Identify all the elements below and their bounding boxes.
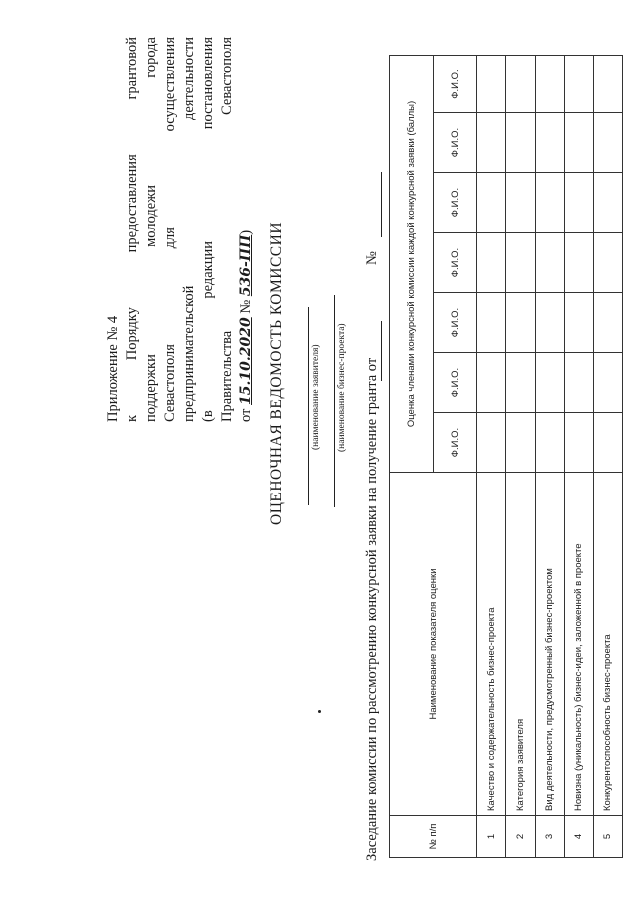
meeting-date-blank: [381, 321, 382, 381]
header-number: № п/п: [390, 816, 477, 858]
member-name-cell: Ф.И.О.: [434, 233, 477, 293]
score-cell[interactable]: [535, 233, 564, 293]
score-cell[interactable]: [593, 113, 622, 173]
score-cell[interactable]: [564, 233, 593, 293]
score-cell[interactable]: [506, 413, 535, 473]
score-cell[interactable]: [593, 413, 622, 473]
score-cell[interactable]: [506, 173, 535, 233]
row-indicator-name: Качество и содержательность бизнес-проекта: [477, 473, 506, 816]
table-header-row: [390, 56, 434, 858]
score-cell[interactable]: [506, 56, 535, 113]
table-row: [593, 56, 622, 858]
applicant-caption: (наименование заявителя): [311, 344, 321, 450]
score-cell[interactable]: [477, 56, 506, 113]
appendix-text-line: к Порядку предоставления грантовой: [124, 37, 140, 422]
row-indicator-name: Конкурентоспособность бизнес-проекта: [593, 473, 622, 816]
score-cell[interactable]: [535, 173, 564, 233]
appendix-text-line: поддержки молодежи города: [143, 37, 159, 422]
score-cell[interactable]: [535, 353, 564, 413]
table-row: [506, 56, 535, 858]
document-title: ОЦЕНОЧНАЯ ВЕДОМОСТЬ КОМИССИИ: [268, 221, 285, 525]
row-indicator-name: Новизна (уникальность) бизнес-идеи, заложенной в проекте: [564, 473, 593, 816]
appendix-text-line: предпринимательской деятельности: [181, 37, 197, 422]
score-cell[interactable]: [535, 113, 564, 173]
score-cell[interactable]: [477, 413, 506, 473]
score-cell[interactable]: [535, 413, 564, 473]
row-indicator-name: Категория заявителя: [506, 473, 535, 816]
appendix-title: Приложение № 4: [105, 315, 121, 422]
row-number: 1: [477, 816, 506, 858]
member-name-cell: Ф.И.О.: [434, 113, 477, 173]
score-cell[interactable]: [477, 113, 506, 173]
score-cell[interactable]: [593, 353, 622, 413]
score-cell[interactable]: [477, 353, 506, 413]
meeting-number-sign: №: [364, 251, 380, 265]
row-number: 2: [506, 816, 535, 858]
header-commission-scores: Оценка членами конкурсной комиссии каждой конкурсной заявки (баллы): [390, 56, 434, 473]
meeting-text: Заседание комиссии по рассмотрению конкурсной заявки на получение гранта от: [364, 357, 380, 861]
project-blank-line: [334, 295, 335, 507]
meeting-number-blank: [381, 172, 382, 237]
score-cell[interactable]: [593, 293, 622, 353]
member-name-cell: Ф.И.О.: [434, 293, 477, 353]
table-row: [564, 56, 593, 858]
score-cell[interactable]: [593, 56, 622, 113]
applicant-blank-line: [308, 307, 309, 505]
score-cell[interactable]: [593, 173, 622, 233]
score-cell[interactable]: [506, 293, 535, 353]
score-cell[interactable]: [506, 353, 535, 413]
table-row: [535, 56, 564, 858]
member-name-cell: Ф.И.О.: [434, 173, 477, 233]
score-cell[interactable]: [535, 293, 564, 353]
appendix-date-line: от 15.10.2020 № 536-ПП): [238, 229, 254, 422]
table-row: [477, 56, 506, 858]
appendix-text-line: Правительства Севастополя: [219, 37, 235, 422]
stray-mark: [318, 710, 321, 713]
handwritten-date: 15.10.2020: [238, 317, 254, 405]
score-cell[interactable]: [593, 233, 622, 293]
header-indicator-name: Наименование показателя оценки: [390, 473, 477, 816]
score-cell[interactable]: [506, 233, 535, 293]
project-caption: (наименование бизнес-проекта): [337, 323, 347, 452]
score-cell[interactable]: [477, 293, 506, 353]
appendix-text-line: (в редакции постановления: [200, 37, 216, 422]
member-name-cell: Ф.И.О.: [434, 56, 477, 113]
score-cell[interactable]: [564, 173, 593, 233]
score-cell[interactable]: [477, 173, 506, 233]
row-number: 5: [593, 816, 622, 858]
appendix-text-line: Севастополя для осуществления: [162, 37, 178, 422]
score-cell[interactable]: [506, 113, 535, 173]
score-cell[interactable]: [564, 413, 593, 473]
score-cell[interactable]: [564, 293, 593, 353]
evaluation-table: [389, 55, 623, 858]
appendix-block: [104, 37, 256, 422]
score-cell[interactable]: [564, 353, 593, 413]
handwritten-number: 536-ПП: [238, 234, 254, 297]
member-name-cell: Ф.И.О.: [434, 413, 477, 473]
row-number: 3: [535, 816, 564, 858]
row-number: 4: [564, 816, 593, 858]
member-name-cell: Ф.И.О.: [434, 353, 477, 413]
score-cell[interactable]: [477, 233, 506, 293]
score-cell[interactable]: [535, 56, 564, 113]
score-cell[interactable]: [564, 56, 593, 113]
score-cell[interactable]: [564, 113, 593, 173]
row-indicator-name: Вид деятельности, предусмотренный бизнес-проектом: [535, 473, 564, 816]
